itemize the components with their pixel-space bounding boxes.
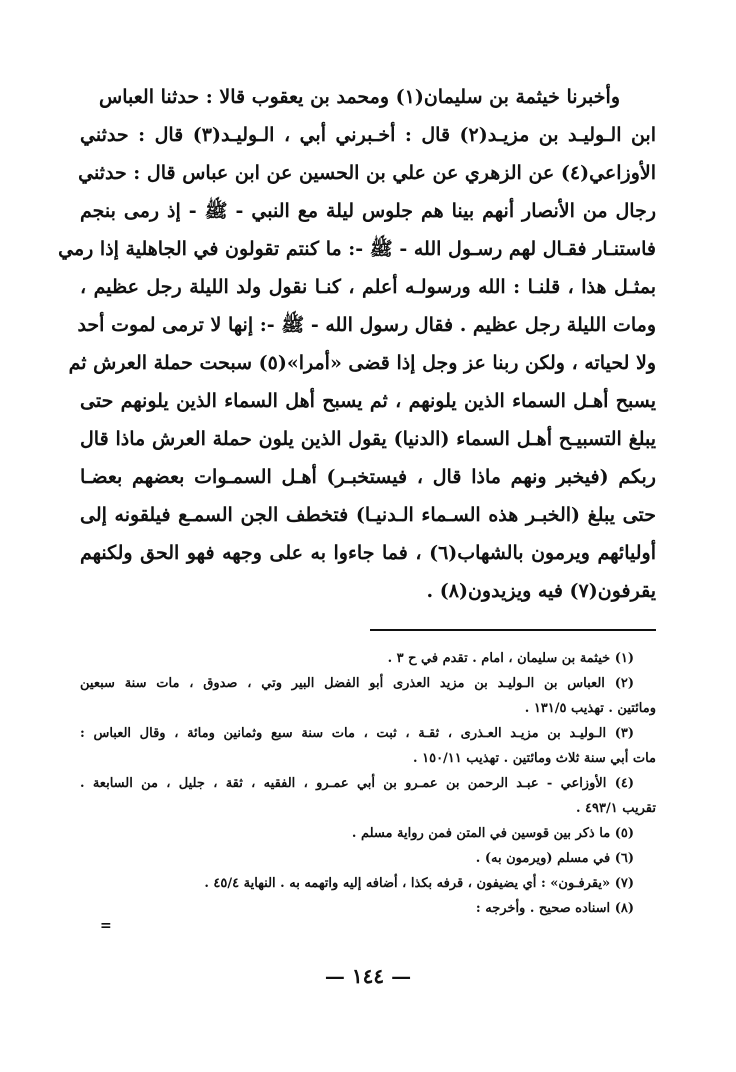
main-text-line: يبلغ التسبيـح أهـل السماء (الدنيا) يقول الذين يلون حملة العرش ماذا قال <box>80 428 656 450</box>
footnote-2-continued: ومائتين . تهذيب ١٣١/٥ . <box>524 701 656 716</box>
main-text-line: وأخبرنا خيثمة بن سليمان(١) ومحمد بن يعقوب قالا : حدثنا العباس <box>99 86 620 108</box>
footnote-8: (٨) اسناده صحيح . وأخرجه : <box>475 901 634 916</box>
main-text-line: بمثـل هذا ، قلنـا : الله ورسولـه أعلم ، كنـا نقول ولد الليلة رجل عظيم ، <box>80 276 656 298</box>
page-number: — ١٤٤ — <box>324 964 412 988</box>
footnote-5: (٥) ما ذكر بين قوسين في المتن فمن رواية مسلم . <box>351 826 634 841</box>
main-text-block <box>58 78 657 610</box>
main-text-line: ولا لحياته ، ولكن ربنا عز وجل إذا قضى «أمرا»(٥) سبحت حملة العرش ثم <box>68 352 656 374</box>
main-text-line: أوليائهم ويرمون بالشهاب(٦) ، فما جاءوا به على وجهه فهو الحق ولكنهم <box>80 542 656 564</box>
footnote-7: (٧) «يقرفـون» : أي يضيفون ، قرفه بكذا ، أضافه إليه واتهمه به . النهاية ٤٥/٤ . <box>204 876 634 891</box>
footnotes-block <box>80 646 656 921</box>
main-text-line: ربكم (فيخبر ونهم ماذا قال ، فيستخبـر) أهـل السمـوات بعضهم بعضـا <box>80 466 656 488</box>
footnote-4-continued: تقريب ٤٩٣/١ . <box>575 801 656 816</box>
footnote-1: (١) خيثمة بن سليمان ، امام . تقدم في ح ٣ . <box>387 651 634 666</box>
footnote-2: (٢) العباس بن الـوليـد بن مزيد العذرى أبو الفضل البير وتي ، صدوق ، مات سنة سبعين <box>80 676 634 691</box>
main-text-line: فاستنـار فقـال لهم رسـول الله - ﷺ -: ما كنتم تقولون في الجاهلية إذا رمي <box>58 238 656 260</box>
footnote-divider <box>370 629 656 631</box>
footnote-6: (٦) في مسلم (ويرمون به) . <box>475 851 634 866</box>
footnote-3: (٣) الـوليـد بن مزيـد العـذرى ، ثقـة ، ثبت ، مات سنة سبع وثمانين ومائة ، وقال العباس : <box>80 726 634 741</box>
main-text-line: يسبح أهـل السماء الذين يلونهم ، ثم يسبح أهل السماء الذين يلونهم حتى <box>80 390 656 412</box>
main-text-line: رجال من الأنصار أنهم بينا هم جلوس ليلة مع النبي - ﷺ - إذ رمى بنجم <box>80 200 656 222</box>
main-text-line: حتى يبلغ (الخبـر هذه السـماء الـدنيـا) فتخطف الجن السمـع فيلقونه إلى <box>80 504 656 526</box>
main-text-line: ومات الليلة رجل عظيم . فقال رسول الله - ﷺ -: إنها لا ترمى لموت أحد <box>77 314 656 336</box>
main-text-line: الأوزاعي(٤) عن الزهري عن علي بن الحسين عن ابن عباس قال : حدثني <box>78 162 656 184</box>
footnote-3-continued: مات أبي سنة ثلاث ومائتين . تهذيب ١٥٠/١١ . <box>413 751 656 766</box>
main-text-line: ابن الـوليـد بن مزيـد(٢) قال : أخـبرني أبي ، الـوليـد(٣) قال : حدثني <box>80 124 657 146</box>
footnote-4: (٤) الأوزاعي - عبـد الرحمن بن عمـرو بن أبي عمـرو ، الفقيه ، ثقة ، جليل ، من السابعة . <box>80 776 634 791</box>
main-text-line: يقرفون(٧) فيه ويزيدون(٨) . <box>426 580 656 602</box>
continuation-mark: = <box>100 918 112 934</box>
